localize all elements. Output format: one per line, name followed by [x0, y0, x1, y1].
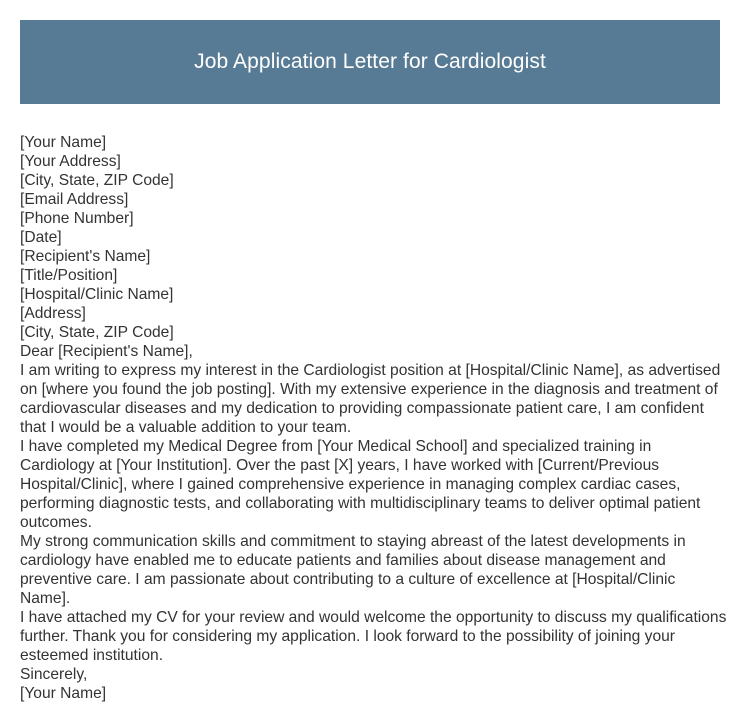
paragraph-experience: I have completed my Medical Degree from [Your Medical School] and specialized training in Cardiology at [Your Institution]. Over the past [X] years, I have worked with [Current/Previous Hospital/Clinic], where I gained comprehensive experience in managing complex cardiac cases, performing diagnostic tests, and collaborating with multidisciplinary teams to deliver optimal patient outcomes.: [20, 438, 701, 531]
recipient-name: [Recipient's Name]: [20, 248, 151, 265]
signature: [Your Name]: [20, 685, 107, 702]
recipient-title: [Title/Position]: [20, 267, 118, 284]
sender-address: [Your Address]: [20, 153, 121, 170]
sender-name: [Your Name]: [20, 134, 107, 151]
letter-date: [Date]: [20, 229, 62, 246]
recipient-address: [Address]: [20, 305, 86, 322]
paragraph-closing: I have attached my CV for your review and would welcome the opportunity to discuss my qualifications further. Thank you for considering my application. I look forward to the possibility of joining your esteemed institution.: [20, 609, 727, 664]
closing: Sincerely,: [20, 666, 88, 683]
sender-phone: [Phone Number]: [20, 210, 134, 227]
sender-city-state-zip: [City, State, ZIP Code]: [20, 172, 174, 189]
page-title: Job Application Letter for Cardiologist: [194, 50, 546, 73]
sender-email: [Email Address]: [20, 191, 129, 208]
recipient-organization: [Hospital/Clinic Name]: [20, 286, 174, 303]
paragraph-introduction: I am writing to express my interest in the Cardiologist position at [Hospital/Clinic Name], as advertised on [where you found the job posting]. With my extensive experience in the diagnosis and treatment of cardiovascular diseases and my dedication to providing compassionate patient care, I am confident that I would be a valuable addition to your team.: [20, 362, 721, 436]
recipient-city-state-zip: [City, State, ZIP Code]: [20, 324, 174, 341]
title-banner: [20, 20, 720, 104]
letter-body: [20, 133, 728, 703]
salutation: Dear [Recipient's Name],: [20, 343, 193, 360]
paragraph-skills: My strong communication skills and commitment to staying abreast of the latest developments in cardiology have enabled me to educate patients and families about disease management and preventive care. I am passionate about contributing to a culture of excellence at [Hospital/Clinic Name].: [20, 533, 686, 607]
